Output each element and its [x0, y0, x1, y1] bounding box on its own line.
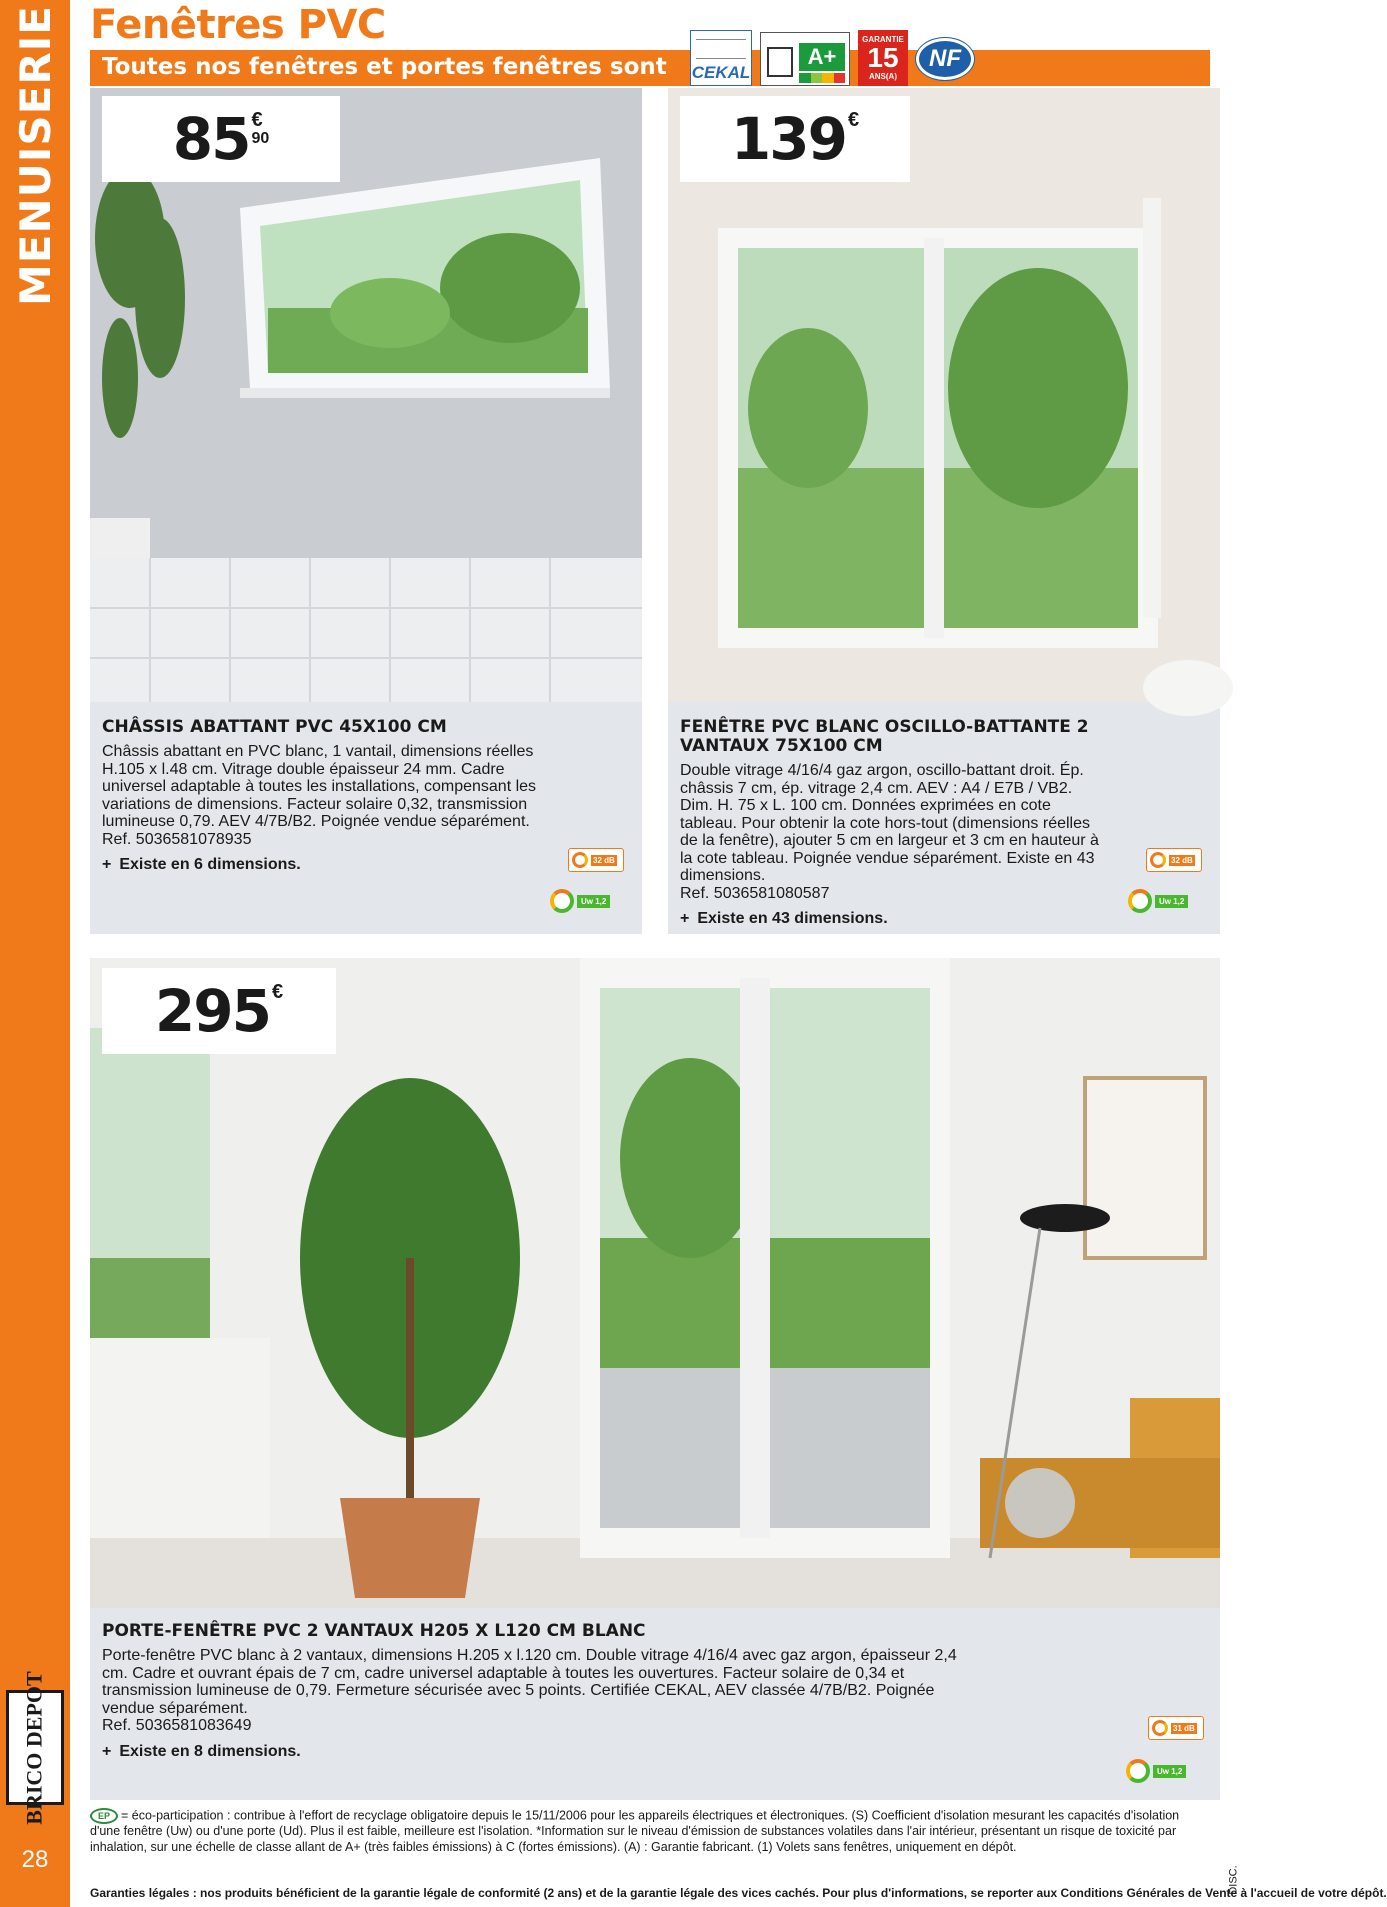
cekal-label: CEKAL [691, 63, 751, 82]
product-dimensions-link[interactable] [102, 856, 542, 874]
price-tag [102, 968, 336, 1054]
product-title: PORTE-FENÊTRE PVC 2 VANTAUX H205 X L120 CM BLANC [102, 1621, 646, 1641]
thermal-value: Uw 1,2 [577, 895, 610, 908]
product-photo-porte-fenetre [90, 958, 1220, 1608]
price-side [251, 110, 269, 148]
scale-b [822, 73, 834, 83]
product-dimensions-text: Existe en 43 dimensions. [697, 910, 888, 927]
plus-icon: + [680, 910, 690, 927]
product-dimensions-link[interactable] [102, 1743, 962, 1761]
price-main: 85 [172, 105, 250, 173]
product-info [102, 718, 542, 874]
price-tag [680, 96, 910, 182]
product-dimensions-text: Existe en 8 dimensions. [119, 1742, 301, 1760]
product-card-porte-fenetre[interactable] [90, 958, 1220, 1800]
air-grade: A+ [799, 43, 845, 71]
product-reference: Ref. 5036581078935 [102, 830, 252, 848]
price-main: 139 [730, 105, 846, 173]
product-title: CHÂSSIS ABATTANT PVC 45X100 CM [102, 717, 447, 737]
product-reference: Ref. 5036581083649 [102, 1717, 252, 1734]
acoustic-insulation-icon [568, 848, 624, 872]
warranty-label: GARANTIE [862, 35, 904, 44]
cekal-lines [696, 39, 746, 59]
price-currency: € [251, 109, 263, 131]
price-cents: 90 [251, 130, 270, 147]
subtitle-text: Toutes nos fenêtres et portes fenêtres sont [102, 54, 667, 80]
price-tag [102, 96, 340, 182]
product-title: FENÊTRE PVC BLANC OSCILLO-BATTANTE 2 VANTAUX 75X100 CM [680, 717, 1089, 756]
acoustic-insulation-icon [1148, 1716, 1204, 1740]
page-title: Fenêtres PVC [90, 2, 386, 48]
thermal-ring [550, 889, 574, 913]
acoustic-value: 32 dB [593, 855, 615, 865]
nf-certification-icon: NF [916, 38, 974, 80]
page-number: 28 [21, 1846, 49, 1873]
french-door-living-room-illustration [90, 958, 1220, 1608]
product-description: Double vitrage 4/16/4 gaz argon, oscillo-battant droit. Ép. châssis 7 cm, ép. vitrage 2,4 cm. AEV : A4 / E7B / VB2. Dim. H. 75 x L. 100 cm. Données exprimées en cote tableau. Pour obtenir la cote hors-tout (dimensions réelles de la fenêtre), ajouter 5 cm en largeur et 3 cm en hauteur à la cote tableau. Poignée vendue séparément. Existe en 43 dimensions. [680, 762, 1099, 884]
acoustic-ring [1152, 1720, 1168, 1736]
price-currency: € [847, 109, 860, 131]
warranty-badge [858, 30, 908, 86]
thermal-value: Uw 1,2 [1153, 1765, 1186, 1778]
price-currency: € [271, 981, 284, 1003]
plus-icon: + [102, 1742, 112, 1760]
footnote [90, 1808, 1210, 1855]
product-description: Châssis abattant en PVC blanc, 1 vantail, dimensions réelles H.105 x l.48 cm. Vitrage double épaisseur 24 mm. Cadre universel adaptable à toutes les installations, compensant les variations de dimensions. Facteur solaire 0,32, transmission lumineuse 0,79. AEV 4/7B/B2. Poignée vendue séparément. [102, 743, 537, 830]
section-label: MENUISERIE [10, 4, 60, 306]
legal-guarantees: Garanties légales : nos produits bénéficient de la garantie légale de conformité (2 ans) et de la garantie légale des vices cachés. Pour plus d'informations, se reporter aux Conditions Générales de Vente à l'accueil de votre dépôt. [90, 1886, 1387, 1900]
plus-icon: + [102, 856, 112, 873]
thermal-ring [1128, 889, 1152, 913]
price-main: 295 [154, 977, 270, 1045]
thermal-insulation-icon [1128, 888, 1210, 914]
house-icon [767, 47, 793, 77]
thermal-value: Uw 1,2 [1155, 895, 1188, 908]
warranty-years: 15 [867, 42, 899, 73]
product-card-chassis[interactable] [90, 88, 642, 934]
thermal-ring [1126, 1759, 1150, 1783]
acoustic-value: 32 dB [1171, 855, 1193, 865]
acoustic-ring [572, 852, 588, 868]
acoustic-insulation-icon [1146, 848, 1202, 872]
product-info [680, 718, 1100, 928]
thermal-insulation-icon [1126, 1758, 1208, 1784]
cekal-certification-icon [690, 30, 752, 86]
acoustic-value: 31 dB [1173, 1723, 1195, 1733]
product-card-fenetre[interactable] [668, 88, 1220, 934]
product-dimensions-link[interactable] [680, 910, 1100, 928]
acoustic-ring [1150, 852, 1166, 868]
warranty-unit: ANS(A) [869, 72, 897, 81]
price-side [272, 982, 283, 1002]
indoor-air-emission-icon [760, 32, 850, 86]
product-description: Porte-fenêtre PVC blanc à 2 vantaux, dimensions H.205 x l.120 cm. Double vitrage 4/16/4 avec gaz argon, épaisseur 2,4 cm. Cadre et ouvrant épais de 7 cm, cadre universel adaptable à toutes les ouvertures. Facteur solaire de 0,34 et transmission lumineuse de 0,79. Fermeture sécurisée avec 5 points. Certifiée CEKAL, AEV classée 4/7B/B2. Poignée vendue séparément. [102, 1647, 957, 1717]
air-grade-scale [799, 73, 845, 83]
scale-a [811, 73, 823, 83]
thermal-insulation-icon [550, 888, 632, 914]
subtitle-bar [90, 50, 1210, 86]
product-info [102, 1622, 962, 1761]
footnote-text: = éco-participation : contribue à l'effort de recyclage obligatoire depuis le 15/11/2006 pour les appareils électriques et électroniques. (S) Coefficient d'isolation mesurant les capacités d'isolation d'une fenêtre (Uw) ou d'une porte (Ud). Plus il est faible, meilleure est l'isolation. *Information sur le niveau d'émission de substances volatiles dans l'air intérieur, présentant un risque de toxicité par inhalation, sur une échelle de classe allant de A+ (très faibles émissions) à C (fortes émissions). (A) : Garantie fabricant. (1) Volets sans fenêtres, uniquement en dépôt. [90, 1808, 1180, 1854]
disc-label: DISC. [1228, 1865, 1240, 1895]
eco-participation-icon: EP [90, 1808, 118, 1824]
scale-c [834, 73, 846, 83]
scale-a-plus [799, 73, 811, 83]
price-side [848, 110, 859, 130]
product-dimensions-text: Existe en 6 dimensions. [119, 856, 301, 873]
brico-depot-logo[interactable]: BRICO DEPOT [6, 1690, 64, 1805]
product-reference: Ref. 5036581080587 [680, 884, 830, 902]
